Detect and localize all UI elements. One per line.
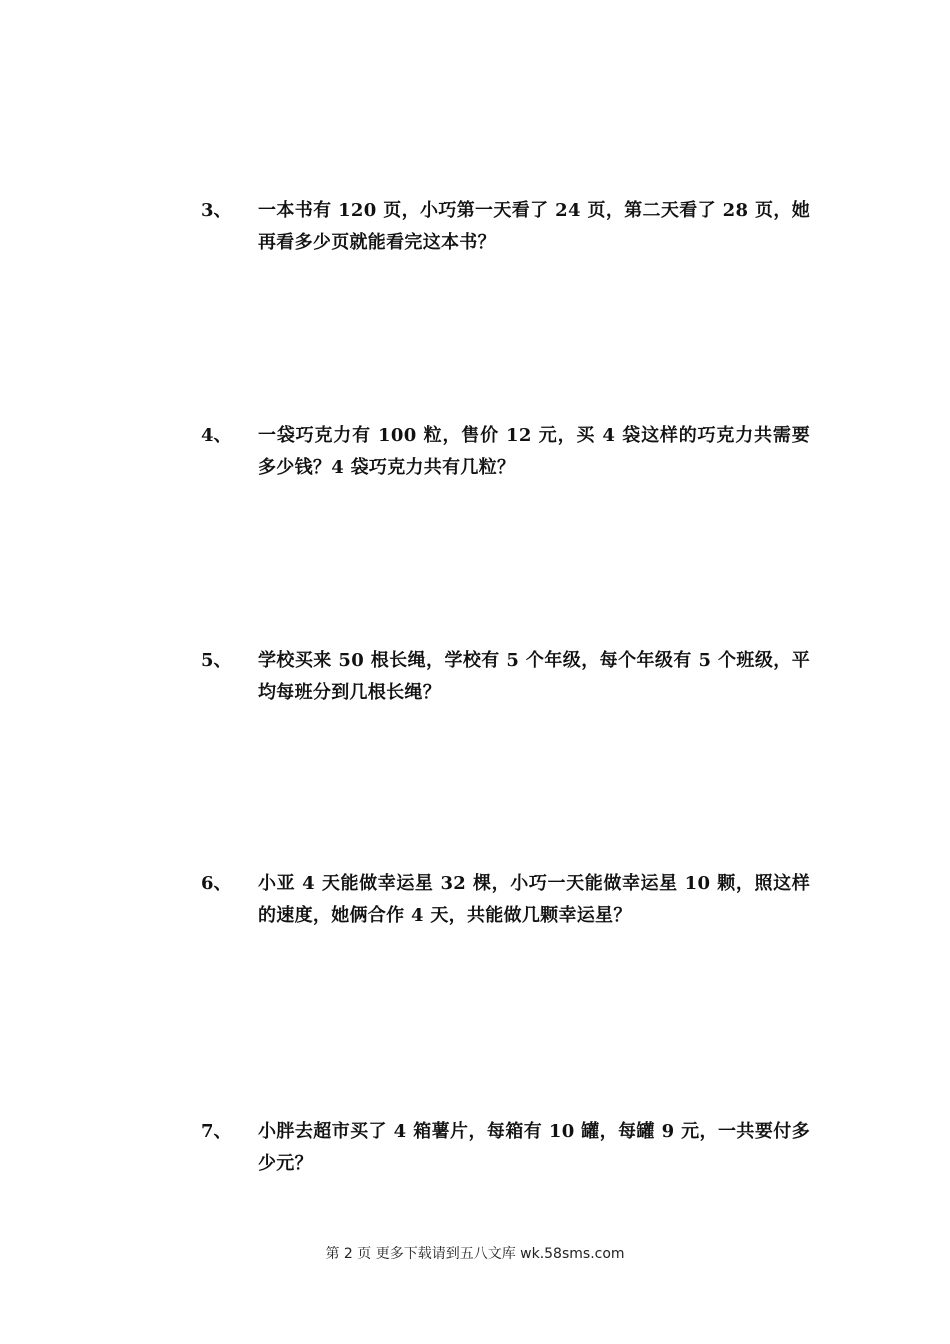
problem-text: 小胖去超市买了 4 箱薯片，每箱有 10 罐，每罐 9 元，一共要付多少元？ bbox=[258, 1121, 810, 1174]
problem-number: 5、 bbox=[201, 650, 232, 671]
problem-text: 小亚 4 天能做幸运星 32 棵，小巧一天能做幸运星 10 颗，照这样的速度，她俩合作 4 天，共能做几颗幸运星？ bbox=[258, 873, 810, 926]
problem-text: 学校买来 50 根长绳，学校有 5 个年级，每个年级有 5 个班级，平均每班分到几根长绳？ bbox=[258, 650, 810, 703]
problem-number: 7、 bbox=[201, 1121, 232, 1142]
problem-text: 一袋巧克力有 100 粒，售价 12 元，买 4 袋这样的巧克力共需要多少钱？4 袋巧克力共有几粒？ bbox=[258, 425, 810, 478]
problem-number: 3、 bbox=[201, 200, 232, 221]
problem-number: 4、 bbox=[201, 425, 232, 446]
problem-number: 6、 bbox=[201, 873, 232, 894]
problem-text: 一本书有 120 页，小巧第一天看了 24 页，第二天看了 28 页，她再看多少页就能看完这本书？ bbox=[258, 200, 810, 253]
page-footer: 第 2 页 更多下载请到五八文库 wk.58sms.com bbox=[325, 1246, 625, 1262]
